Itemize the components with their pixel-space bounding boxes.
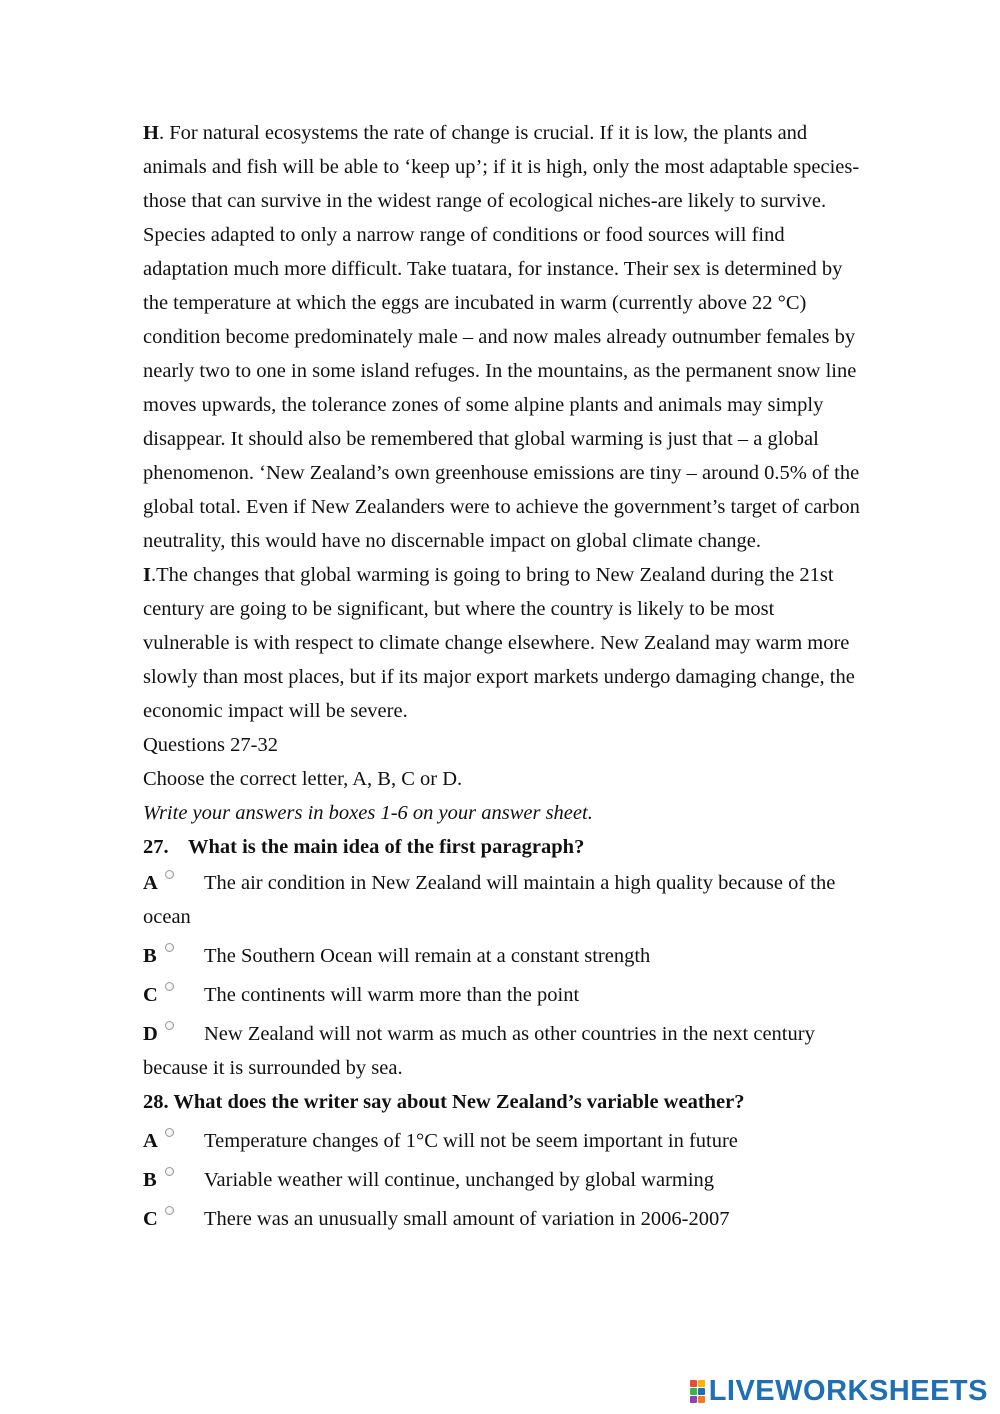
questions-heading: Questions 27-32 xyxy=(143,734,278,756)
question-27-number: 27. xyxy=(143,836,169,858)
logo-square-5 xyxy=(690,1396,697,1403)
question-27 xyxy=(143,830,863,864)
option-text: Temperature changes of 1°C will not be seem important in future xyxy=(204,1130,738,1152)
worksheet-page xyxy=(143,116,863,1236)
radio-button-icon[interactable] xyxy=(165,1206,174,1215)
radio-button-icon[interactable] xyxy=(165,1167,174,1176)
paragraph-i-label: I xyxy=(143,564,151,586)
logo-square-1 xyxy=(690,1380,697,1387)
option-text: The air condition in New Zealand will maintain a high quality because of the ocean xyxy=(143,872,836,928)
logo-square-6 xyxy=(698,1396,705,1403)
logo-square-3 xyxy=(690,1388,697,1395)
question-28-option-c[interactable] xyxy=(143,1202,863,1236)
option-letter: A xyxy=(143,872,158,894)
logo-square-2 xyxy=(698,1380,705,1387)
question-27-option-c[interactable] xyxy=(143,978,863,1012)
question-27-option-b[interactable] xyxy=(143,939,863,973)
paragraph-i xyxy=(143,558,863,728)
question-28-option-b[interactable] xyxy=(143,1163,863,1197)
option-letter: D xyxy=(143,1023,158,1045)
option-letter: B xyxy=(143,945,157,967)
radio-button-icon[interactable] xyxy=(165,1021,174,1030)
option-text: Variable weather will continue, unchanged by global warming xyxy=(204,1169,715,1191)
option-letter: C xyxy=(143,984,158,1006)
choose-instruction: Choose the correct letter, A, B, C or D. xyxy=(143,768,463,790)
question-28 xyxy=(143,1085,863,1119)
paragraph-h-label: H xyxy=(143,122,159,144)
option-text: The continents will warm more than the point xyxy=(204,984,580,1006)
option-letter: B xyxy=(143,1169,157,1191)
liveworksheets-logo-icon xyxy=(690,1380,705,1403)
option-letter: A xyxy=(143,1130,158,1152)
question-27-text: What is the main idea of the first paragraph? xyxy=(188,836,585,858)
radio-button-icon[interactable] xyxy=(165,870,174,879)
radio-button-icon[interactable] xyxy=(165,982,174,991)
logo-square-4 xyxy=(698,1388,705,1395)
question-27-option-d[interactable] xyxy=(143,1017,863,1085)
option-text: The Southern Ocean will remain at a constant strength xyxy=(204,945,651,967)
liveworksheets-logo xyxy=(690,1375,988,1407)
paragraph-h-text: . For natural ecosystems the rate of change is crucial. If it is low, the plants and animals and fish will be able to ‘keep up’; if it is high, only the most adaptable species-those that can survive in the widest range of ecological niches-are likely to survive. Species adapted to only a narrow range of conditions or food sources will find adaptation much more difficult. Take tuatara, for instance. Their sex is determined by the temperature at which the eggs are incubated in warm (currently above 22 °C) condition become predominately male – and now males already outnumber females by nearly two to one in some island refuges. In the mountains, as the permanent snow line moves upwards, the tolerance zones of some alpine plants and animals may simply disappear. It should also be remembered that global warming is just that – a global phenomenon. ‘New Zealand’s own greenhouse emissions are tiny – around 0.5% of the global total. Even if New Zealanders were to achieve the government’s target of carbon neutrality, this would have no discernable impact on global climate change. xyxy=(143,122,860,552)
question-28-text: What does the writer say about New Zealand’s variable weather? xyxy=(173,1091,745,1113)
question-28-option-a[interactable] xyxy=(143,1124,863,1158)
write-instruction: Write your answers in boxes 1-6 on your answer sheet. xyxy=(143,802,593,824)
option-text: New Zealand will not warm as much as other countries in the next century because it is surrounded by sea. xyxy=(143,1023,815,1079)
question-28-number: 28. xyxy=(143,1091,169,1113)
paragraph-i-text: .The changes that global warming is going to bring to New Zealand during the 21st century are going to be significant, but where the country is likely to be most vulnerable is with respect to climate change elsewhere. New Zealand may warm more slowly than most places, but if its major export markets undergo damaging change, the economic impact will be severe. xyxy=(143,564,855,722)
option-text: There was an unusually small amount of variation in 2006-2007 xyxy=(204,1208,730,1230)
radio-button-icon[interactable] xyxy=(165,943,174,952)
logo-text: LIVEWORKSHEETS xyxy=(708,1374,988,1407)
radio-button-icon[interactable] xyxy=(165,1128,174,1137)
paragraph-h xyxy=(143,116,863,558)
option-letter: C xyxy=(143,1208,158,1230)
question-27-option-a[interactable] xyxy=(143,866,863,934)
